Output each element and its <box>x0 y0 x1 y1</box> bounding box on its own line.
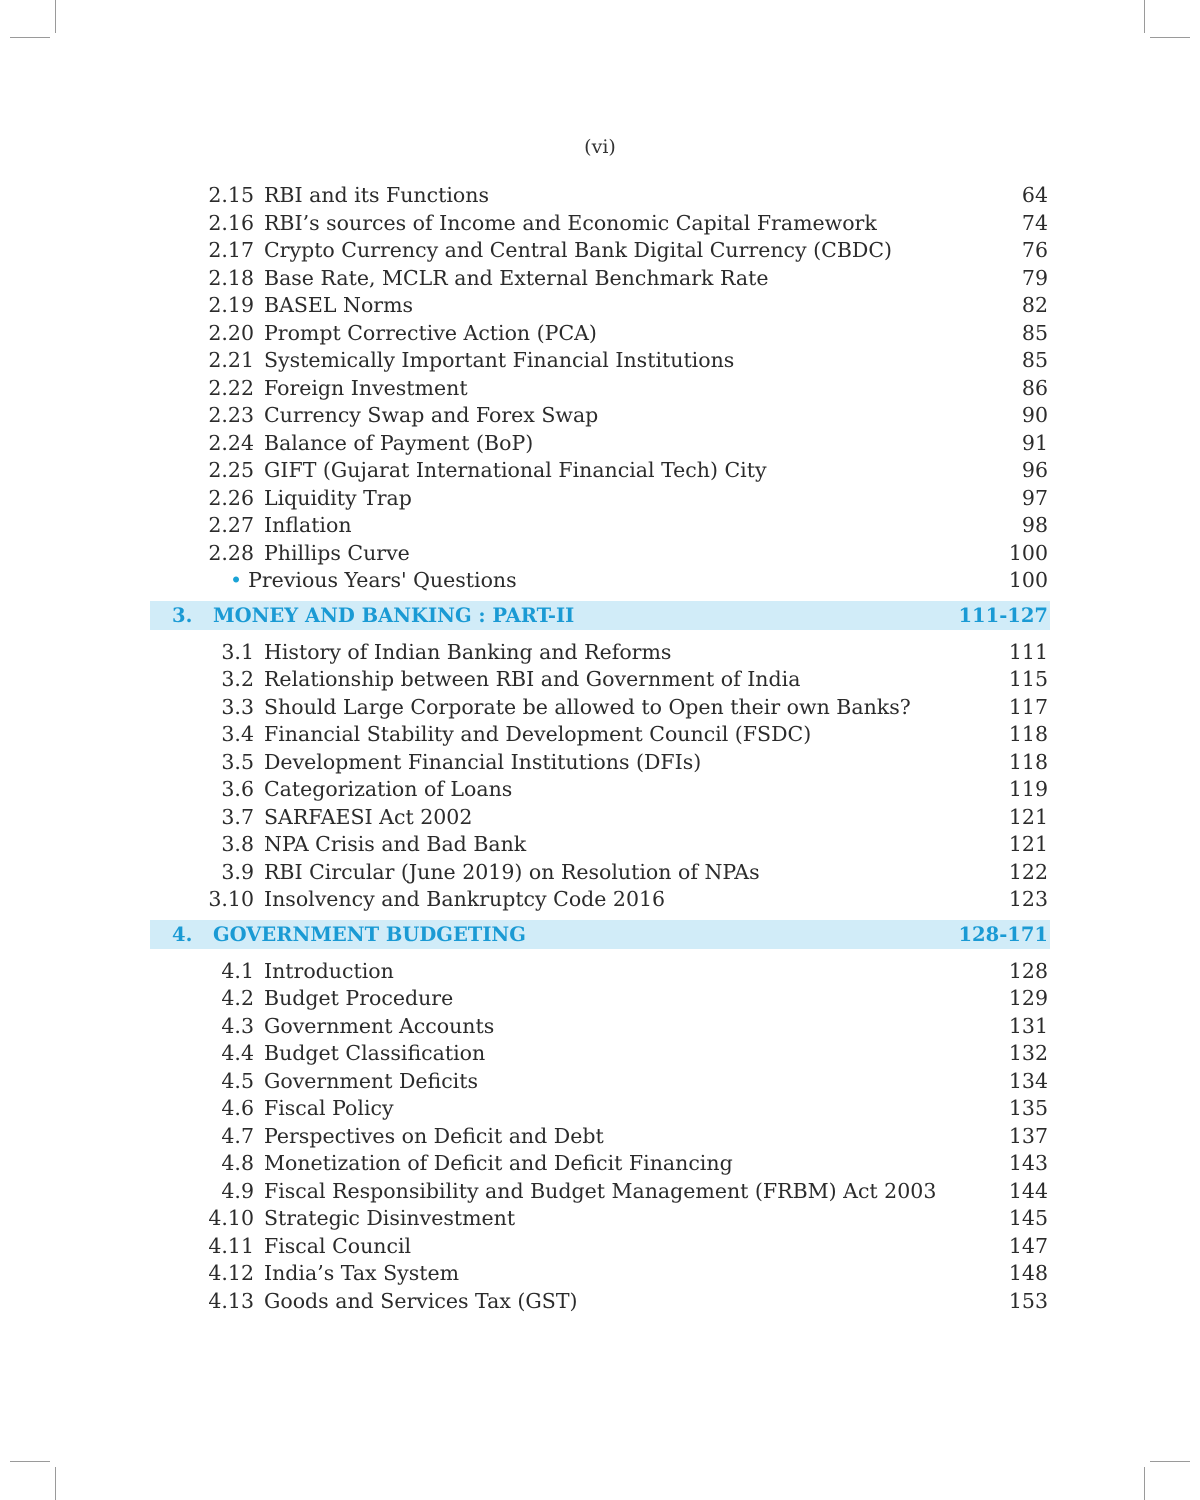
entry-number: 4.8 <box>221 1151 254 1175</box>
toc-entry-previous-questions[interactable] <box>150 567 1050 595</box>
toc-entry[interactable] <box>150 1150 1050 1178</box>
entry-number: 4.3 <box>221 1013 254 1038</box>
toc-entry[interactable] <box>150 347 1050 375</box>
entry-title: RBI’s sources of Income and Economic Capital Framework <box>264 210 877 235</box>
entry-page: 128 <box>1008 958 1048 983</box>
crop-mark-bottom-left-horizontal <box>10 1461 50 1462</box>
toc-entry[interactable] <box>150 666 1050 694</box>
table-of-contents <box>150 182 1050 1315</box>
entry-number: 4.9 <box>221 1178 254 1203</box>
entry-title: Relationship between RBI and Government of India <box>264 667 801 691</box>
toc-entry[interactable] <box>150 694 1050 722</box>
toc-entry[interactable] <box>150 430 1050 458</box>
toc-entry[interactable] <box>150 540 1050 568</box>
entry-title: Should Large Corporate be allowed to Open their own Banks? <box>264 694 911 719</box>
entry-page: 118 <box>1008 749 1048 774</box>
crop-mark-bottom-left-vertical <box>55 1467 56 1500</box>
entry-title: History of Indian Banking and Reforms <box>264 639 672 664</box>
entry-number: 4.13 <box>208 1288 254 1313</box>
chapter-page-range: 128-171 <box>958 922 1048 946</box>
entry-page: 153 <box>1008 1288 1048 1313</box>
entry-number: 2.17 <box>208 238 254 262</box>
entry-title: GIFT (Gujarat International Financial Tech) City <box>264 458 767 482</box>
toc-entry[interactable] <box>150 402 1050 430</box>
entry-number: 3.10 <box>208 887 254 911</box>
entry-title: Insolvency and Bankruptcy Code 2016 <box>264 887 666 911</box>
entry-title: BASEL Norms <box>264 293 414 317</box>
entry-page: 91 <box>1021 430 1048 455</box>
entry-title: Currency Swap and Forex Swap <box>264 403 599 427</box>
entry-number: 4.10 <box>208 1206 254 1230</box>
entry-page: 117 <box>1008 694 1048 719</box>
entry-title: Categorization of Loans <box>264 777 513 801</box>
entry-title: Systemically Important Financial Institutions <box>264 348 735 372</box>
entry-number: 4.1 <box>221 958 254 983</box>
entry-page: 76 <box>1021 238 1048 262</box>
toc-entry[interactable] <box>150 1095 1050 1123</box>
bullet-entry <box>230 567 517 595</box>
toc-entry[interactable] <box>150 859 1050 887</box>
entry-number: 3.2 <box>221 667 254 691</box>
toc-entry[interactable] <box>150 1123 1050 1151</box>
toc-entry[interactable] <box>150 1260 1050 1288</box>
entry-number: 3.6 <box>221 777 254 801</box>
entry-page: 85 <box>1021 320 1048 345</box>
crop-mark-top-left-horizontal <box>10 37 50 38</box>
toc-entry[interactable] <box>150 1068 1050 1096</box>
entry-title: NPA Crisis and Bad Bank <box>264 832 527 856</box>
entry-page: 129 <box>1008 986 1048 1010</box>
entry-number: 4.2 <box>221 986 254 1010</box>
toc-entry[interactable] <box>150 1205 1050 1233</box>
entry-page: 143 <box>1008 1151 1048 1175</box>
toc-entry[interactable] <box>150 375 1050 403</box>
entry-number: 4.4 <box>221 1041 254 1065</box>
toc-entry[interactable] <box>150 639 1050 667</box>
entry-page: 121 <box>1008 832 1048 856</box>
entry-number: 3.1 <box>221 639 254 664</box>
entry-number: 3.8 <box>221 832 254 856</box>
entry-page: 100 <box>1008 540 1048 565</box>
entry-number: 2.25 <box>208 458 254 482</box>
entry-page: 85 <box>1021 348 1048 372</box>
entry-number: 4.6 <box>221 1096 254 1120</box>
chapter-heading[interactable] <box>150 601 1050 630</box>
chapter-number: 4. <box>172 922 193 946</box>
entry-title: SARFAESI Act 2002 <box>264 804 473 829</box>
entry-page: 134 <box>1008 1068 1048 1093</box>
toc-entry[interactable] <box>150 512 1050 540</box>
entry-title: India’s Tax System <box>264 1261 460 1285</box>
page-number: (vi) <box>584 136 616 158</box>
toc-entry[interactable] <box>150 1288 1050 1316</box>
entry-page: 119 <box>1008 777 1048 801</box>
toc-entry[interactable] <box>150 831 1050 859</box>
toc-entry[interactable] <box>150 776 1050 804</box>
entry-title: Financial Stability and Development Council (FSDC) <box>264 722 812 746</box>
toc-entry[interactable] <box>150 485 1050 513</box>
toc-entry[interactable] <box>150 721 1050 749</box>
entry-number: 2.19 <box>208 293 254 317</box>
crop-mark-bottom-right-vertical <box>1144 1467 1145 1500</box>
entry-page: 148 <box>1008 1261 1048 1285</box>
entry-title: Government Accounts <box>264 1013 495 1038</box>
entry-number: 2.18 <box>208 265 254 290</box>
entry-number: 2.20 <box>208 320 254 345</box>
entry-title: Monetization of Deficit and Deficit Financing <box>264 1151 733 1175</box>
toc-entry[interactable] <box>150 886 1050 914</box>
toc-entry[interactable] <box>150 1178 1050 1206</box>
chapter-heading[interactable] <box>150 920 1050 949</box>
entry-page: 118 <box>1008 722 1048 746</box>
entry-page: 115 <box>1008 667 1048 691</box>
toc-entry[interactable] <box>150 182 1050 210</box>
entry-page: 90 <box>1021 403 1048 427</box>
entry-page: 82 <box>1021 293 1048 317</box>
toc-entry[interactable] <box>150 958 1050 986</box>
toc-entry[interactable] <box>150 237 1050 265</box>
entry-page: 97 <box>1021 485 1048 510</box>
entry-title: Prompt Corrective Action (PCA) <box>264 320 597 345</box>
entry-page: 132 <box>1008 1041 1048 1065</box>
entry-title: Introduction <box>264 958 394 983</box>
entry-number: 4.5 <box>221 1068 254 1093</box>
toc-entry[interactable] <box>150 457 1050 485</box>
entry-number: 2.23 <box>208 403 254 427</box>
entry-page: 111 <box>1008 639 1048 664</box>
chapter-title: MONEY AND BANKING : PART-II <box>213 603 575 627</box>
entry-title: Development Financial Institutions (DFIs) <box>264 749 702 774</box>
toc-entry[interactable] <box>150 265 1050 293</box>
entry-number: 2.26 <box>208 485 254 510</box>
entry-number: 3.5 <box>221 749 254 774</box>
entry-number: 3.7 <box>221 804 254 829</box>
toc-entry[interactable] <box>150 1040 1050 1068</box>
entry-page: 145 <box>1008 1206 1048 1230</box>
toc-entry[interactable] <box>150 1233 1050 1261</box>
entry-page: 100 <box>1008 568 1048 592</box>
crop-mark-top-right-vertical <box>1144 0 1145 33</box>
entry-title: Inflation <box>264 513 352 537</box>
crop-mark-top-right-horizontal <box>1150 37 1190 38</box>
entry-number: 2.16 <box>208 210 254 235</box>
entry-page: 96 <box>1021 458 1048 482</box>
entry-page: 64 <box>1021 183 1048 207</box>
toc-entry[interactable] <box>150 320 1050 348</box>
entry-page: 135 <box>1008 1096 1048 1120</box>
toc-entry[interactable] <box>150 804 1050 832</box>
toc-entry[interactable] <box>150 210 1050 238</box>
entry-title: RBI and its Functions <box>264 183 489 207</box>
entry-page: 122 <box>1008 859 1048 884</box>
bullet-icon: • <box>230 568 243 592</box>
entry-title: Foreign Investment <box>264 375 468 400</box>
entry-page: 121 <box>1008 804 1048 829</box>
entry-page: 79 <box>1021 265 1048 290</box>
entry-title: Fiscal Responsibility and Budget Management (FRBM) Act 2003 <box>264 1178 937 1203</box>
toc-entry[interactable] <box>150 749 1050 777</box>
entry-title: Fiscal Council <box>264 1233 412 1258</box>
entry-page: 74 <box>1021 210 1048 235</box>
entry-title: Perspectives on Deficit and Debt <box>264 1123 604 1148</box>
entry-title: Fiscal Policy <box>264 1096 394 1120</box>
chapter-page-range: 111-127 <box>958 603 1048 627</box>
entry-title: Government Deficits <box>264 1068 478 1093</box>
entry-number: 2.28 <box>208 540 254 565</box>
bullet-entry-title: Previous Years' Questions <box>248 568 517 592</box>
entry-number: 2.24 <box>208 430 254 455</box>
entry-number: 4.7 <box>221 1123 254 1148</box>
entry-number: 2.21 <box>208 348 254 372</box>
entry-number: 4.12 <box>208 1261 254 1285</box>
entry-page: 98 <box>1021 513 1048 537</box>
entry-number: 2.15 <box>208 183 254 207</box>
entry-page: 144 <box>1008 1178 1048 1203</box>
entry-title: Balance of Payment (BoP) <box>264 430 534 455</box>
entry-title: Budget Classification <box>264 1041 486 1065</box>
entry-number: 3.9 <box>221 859 254 884</box>
chapter-title: GOVERNMENT BUDGETING <box>213 922 526 946</box>
entry-title: Goods and Services Tax (GST) <box>264 1288 578 1313</box>
entry-page: 131 <box>1008 1013 1048 1038</box>
entry-title: Phillips Curve <box>264 540 410 565</box>
entry-title: Strategic Disinvestment <box>264 1206 516 1230</box>
entry-number: 2.22 <box>208 375 254 400</box>
crop-mark-bottom-right-horizontal <box>1150 1461 1190 1462</box>
toc-entry[interactable] <box>150 292 1050 320</box>
entry-title: Budget Procedure <box>264 986 454 1010</box>
entry-title: RBI Circular (June 2019) on Resolution of NPAs <box>264 859 760 884</box>
entry-number: 3.4 <box>221 722 254 746</box>
toc-entry[interactable] <box>150 1013 1050 1041</box>
chapter-number: 3. <box>172 603 193 627</box>
crop-mark-top-left-vertical <box>55 0 56 33</box>
entry-title: Base Rate, MCLR and External Benchmark Rate <box>264 265 769 290</box>
entry-title: Liquidity Trap <box>264 485 412 510</box>
entry-page: 137 <box>1008 1123 1048 1148</box>
entry-number: 2.27 <box>208 513 254 537</box>
entry-page: 123 <box>1008 887 1048 911</box>
entry-number: 4.11 <box>208 1233 254 1258</box>
toc-entry[interactable] <box>150 985 1050 1013</box>
entry-title: Crypto Currency and Central Bank Digital Currency (CBDC) <box>264 238 893 262</box>
entry-page: 86 <box>1021 375 1048 400</box>
entry-page: 147 <box>1008 1233 1048 1258</box>
entry-number: 3.3 <box>221 694 254 719</box>
